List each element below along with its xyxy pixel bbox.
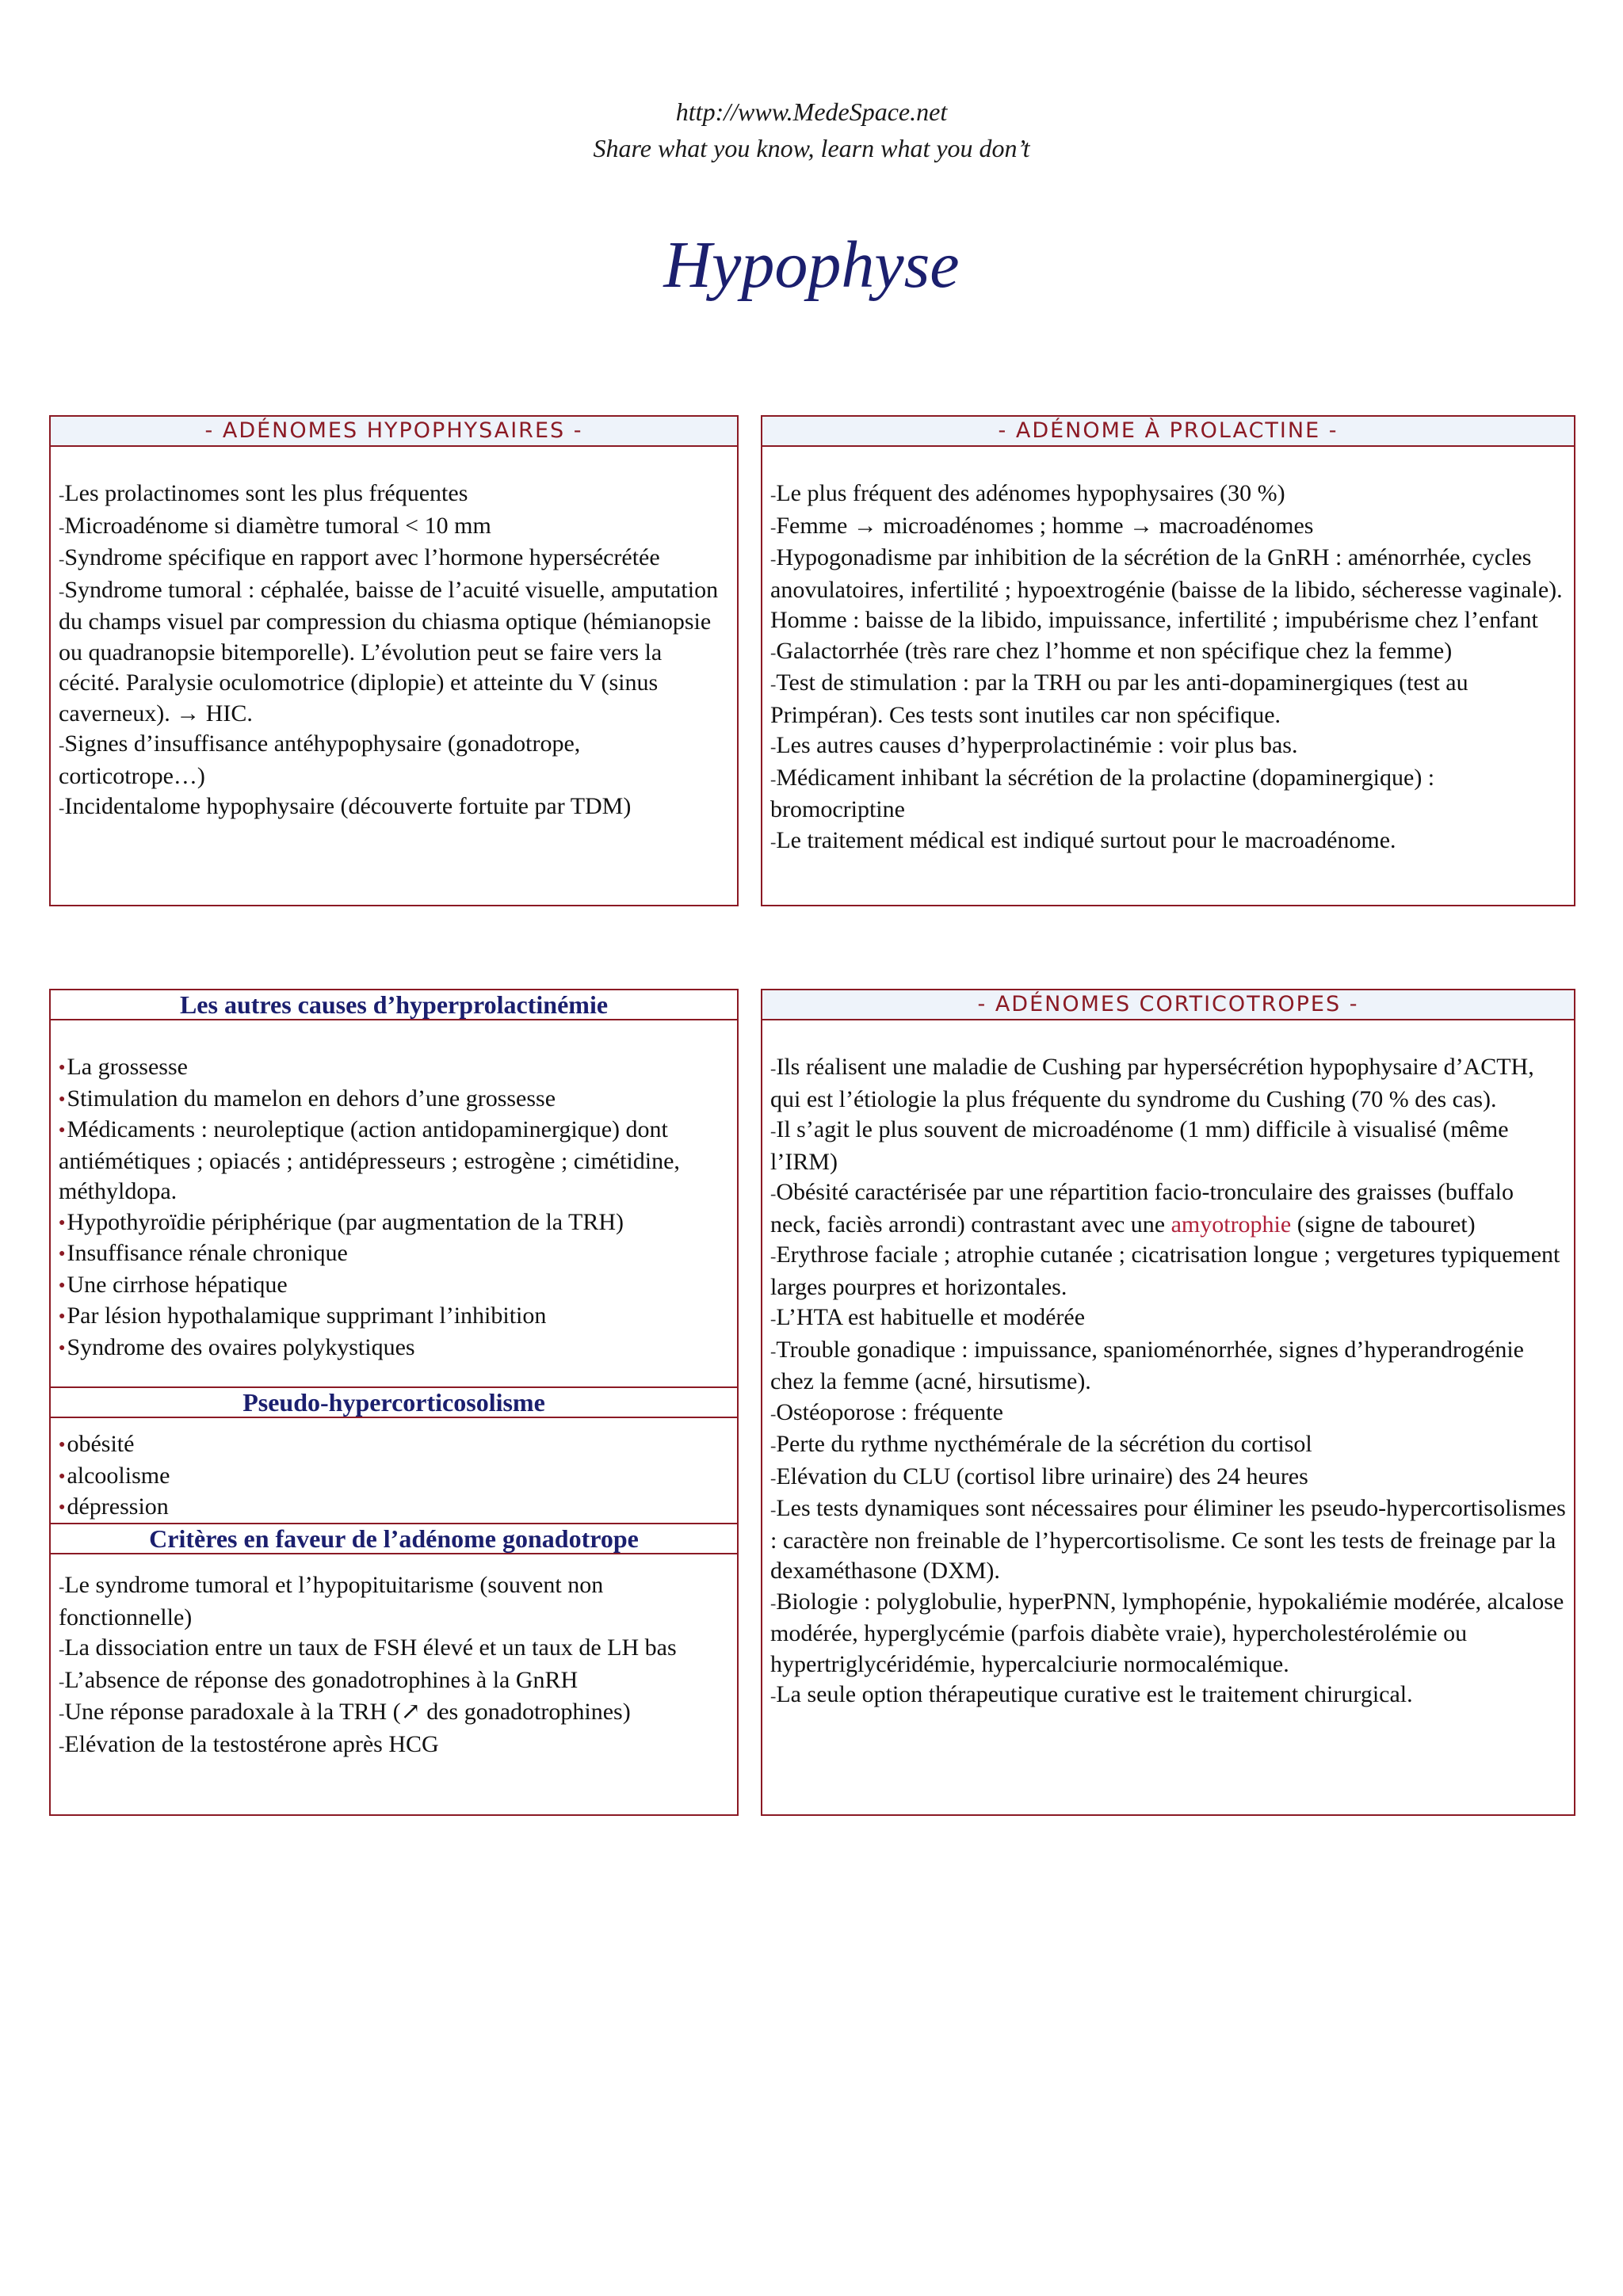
list-item: ● Insuffisance rénale chronique bbox=[59, 1238, 729, 1270]
list-item: - Trouble gonadique : impuissance, spanioménorrhée, signes d’hyperandrogénie chez la femme (acné, hirsutisme). bbox=[770, 1335, 1566, 1398]
sub-heading-criteres-gonadotrope: Critères en faveur de l’adénome gonadotrope bbox=[51, 1523, 737, 1554]
list-item: - Erythrose faciale ; atrophie cutanée ; cicatrisation longue ; vergetures typiquement larges pourpres et horizontales. bbox=[770, 1240, 1566, 1302]
list-item: - Les tests dynamiques sont nécessaires pour éliminer les pseudo-hypercortisolismes : caractère non freinable de l’hypercortisolisme. Ce sont les tests de freinage par la dexaméthasone (DXM). bbox=[770, 1493, 1566, 1587]
list-item: - Ostéoporose : fréquente bbox=[770, 1398, 1566, 1430]
text-span: Obésité caractérisée par une répartition facio-tronculaire des graisses (buffalo neck, faciès arrondi) contrastant avec une bbox=[770, 1179, 1514, 1238]
box-heading: - ADÉNOMES HYPOPHYSAIRES - bbox=[51, 417, 737, 447]
list-item: ● Par lésion hypothalamique supprimant l’inhibition bbox=[59, 1301, 729, 1333]
sub-body bbox=[51, 1554, 737, 1761]
page-title: Hypophyse bbox=[663, 228, 960, 302]
list-item: ● alcoolisme bbox=[59, 1461, 729, 1493]
list-item: - L’absence de réponse des gonadotrophines à la GnRH bbox=[59, 1665, 729, 1698]
list-item: - Hypogonadisme par inhibition de la sécrétion de la GnRH : aménorrhée, cycles anovulatoires, infertilité ; hypoextrogénie (baisse de la libido, sécheresse vaginale). Homme : baisse de la libido, impuissance, infertilité ; impubérisme chez l’enfant bbox=[770, 543, 1566, 636]
list-item: - Signes d’insuffisance antéhypophysaire (gonadotrope, corticotrope…) bbox=[59, 729, 729, 791]
list-item: - Syndrome tumoral : céphalée, baisse de l’acuité visuelle, amputation du champs visuel par compression du chiasma optique (hémianopsie ou quadranopsie bitemporelle). L’évolution peut se faire vers la cécité. Paralysie oculomotrice (diplopie) et atteinte du V (sinus caverneux). → HIC. bbox=[59, 575, 729, 730]
list-item: ● dépression bbox=[59, 1492, 729, 1524]
box-body bbox=[762, 1020, 1574, 1712]
box-adenomes-hypophysaires bbox=[49, 415, 739, 906]
box-adenome-prolactine bbox=[761, 415, 1575, 906]
list-item: ● obésité bbox=[59, 1429, 729, 1461]
list-item: ● Une cirrhose hépatique bbox=[59, 1270, 729, 1302]
list-item: - Perte du rythme nycthémérale de la sécrétion du cortisol bbox=[770, 1429, 1566, 1462]
list-item: - Elévation de la testostérone après HCG bbox=[59, 1730, 729, 1762]
page-header bbox=[0, 93, 1623, 166]
list-item: - Galactorrhée (très rare chez l’homme et non spécifique chez la femme) bbox=[770, 636, 1566, 669]
list-item: - Test de stimulation : par la TRH ou par les anti-dopaminergiques (test au Primpéran). Ces tests sont inutiles car non spécifique. bbox=[770, 668, 1566, 730]
box-heading: Les autres causes d’hyperprolactinémie bbox=[51, 990, 737, 1020]
list-item: ● La grossesse bbox=[59, 1052, 729, 1084]
list-item: ● Syndrome des ovaires polykystiques bbox=[59, 1333, 729, 1364]
sub-heading-pseudo-hypercorticisme: Pseudo-hypercorticosolisme bbox=[51, 1386, 737, 1418]
list-item: ● Stimulation du mamelon en dehors d’une grossesse bbox=[59, 1084, 729, 1116]
box-adenomes-corticotropes bbox=[761, 989, 1575, 1816]
box-heading: - ADÉNOMES CORTICOTROPES - bbox=[762, 990, 1574, 1020]
list-item: - Syndrome spécifique en rapport avec l’hormone hypersécrétée bbox=[59, 543, 729, 575]
site-url[interactable]: http://www.MedeSpace.net bbox=[675, 97, 948, 126]
list-item: - Médicament inhibant la sécrétion de la prolactine (dopaminergique) : bromocriptine bbox=[770, 763, 1566, 826]
list-item: - Le plus fréquent des adénomes hypophysaires (30 %) bbox=[770, 479, 1566, 511]
list-item: - L’HTA est habituelle et modérée bbox=[770, 1302, 1566, 1335]
list-item: - Le syndrome tumoral et l’hypopituitarisme (souvent non fonctionnelle) bbox=[59, 1570, 729, 1633]
list-item: - Incidentalome hypophysaire (découverte fortuite par TDM) bbox=[59, 791, 729, 824]
box-body bbox=[51, 447, 737, 824]
list-item: - Elévation du CLU (cortisol libre urinaire) des 24 heures bbox=[770, 1462, 1566, 1494]
list-item: - Microadénome si diamètre tumoral < 10 mm bbox=[59, 511, 729, 543]
list-item: ● Hypothyroïdie périphérique (par augmentation de la TRH) bbox=[59, 1207, 729, 1239]
box-body bbox=[762, 447, 1574, 857]
highlight-amyotrophie: amyotrophie bbox=[1170, 1211, 1292, 1238]
list-item: ● Médicaments : neuroleptique (action antidopaminergique) dont antiémétiques ; opiacés ; antidépresseurs ; estrogène ; cimétidine, méthyldopa. bbox=[59, 1115, 729, 1207]
list-item: - Il s’agit le plus souvent de microadénome (1 mm) difficile à visualisé (même l’IRM) bbox=[770, 1115, 1566, 1177]
list-item: - Une réponse paradoxale à la TRH (↗ des gonadotrophines) bbox=[59, 1697, 729, 1730]
list-item: - Femme → microadénomes ; homme → macroadénomes bbox=[770, 511, 1566, 543]
list-item: - La seule option thérapeutique curative est le traitement chirurgical. bbox=[770, 1680, 1566, 1712]
list-item: - Le traitement médical est indiqué surtout pour le macroadénome. bbox=[770, 826, 1566, 858]
list-item: - Biologie : polyglobulie, hyperPNN, lymphopénie, hypokaliémie modérée, alcalose modérée, hyperglycémie (parfois diabète vraie), hypercholestérolémie ou hypertriglycéridémie, hypercalciurie normocalémique. bbox=[770, 1587, 1566, 1680]
list-item: - La dissociation entre un taux de FSH élevé et un taux de LH bas bbox=[59, 1633, 729, 1665]
sub-body bbox=[51, 1418, 737, 1523]
list-item: - Les autres causes d’hyperprolactinémie : voir plus bas. bbox=[770, 730, 1566, 763]
box-autres-causes bbox=[49, 989, 739, 1816]
text-span: (signe de tabouret) bbox=[1291, 1211, 1476, 1238]
list-item: - Ils réalisent une maladie de Cushing par hypersécrétion hypophysaire d’ACTH, qui est l’étiologie la plus fréquente du syndrome du Cushing (70 % des cas). bbox=[770, 1052, 1566, 1115]
list-item: - Les prolactinomes sont les plus fréquentes bbox=[59, 479, 729, 511]
box-body bbox=[51, 1020, 737, 1386]
box-heading: - ADÉNOME À PROLACTINE - bbox=[762, 417, 1574, 447]
site-tagline: Share what you know, learn what you don’t bbox=[593, 134, 1030, 162]
list-item-obesite bbox=[770, 1177, 1566, 1240]
